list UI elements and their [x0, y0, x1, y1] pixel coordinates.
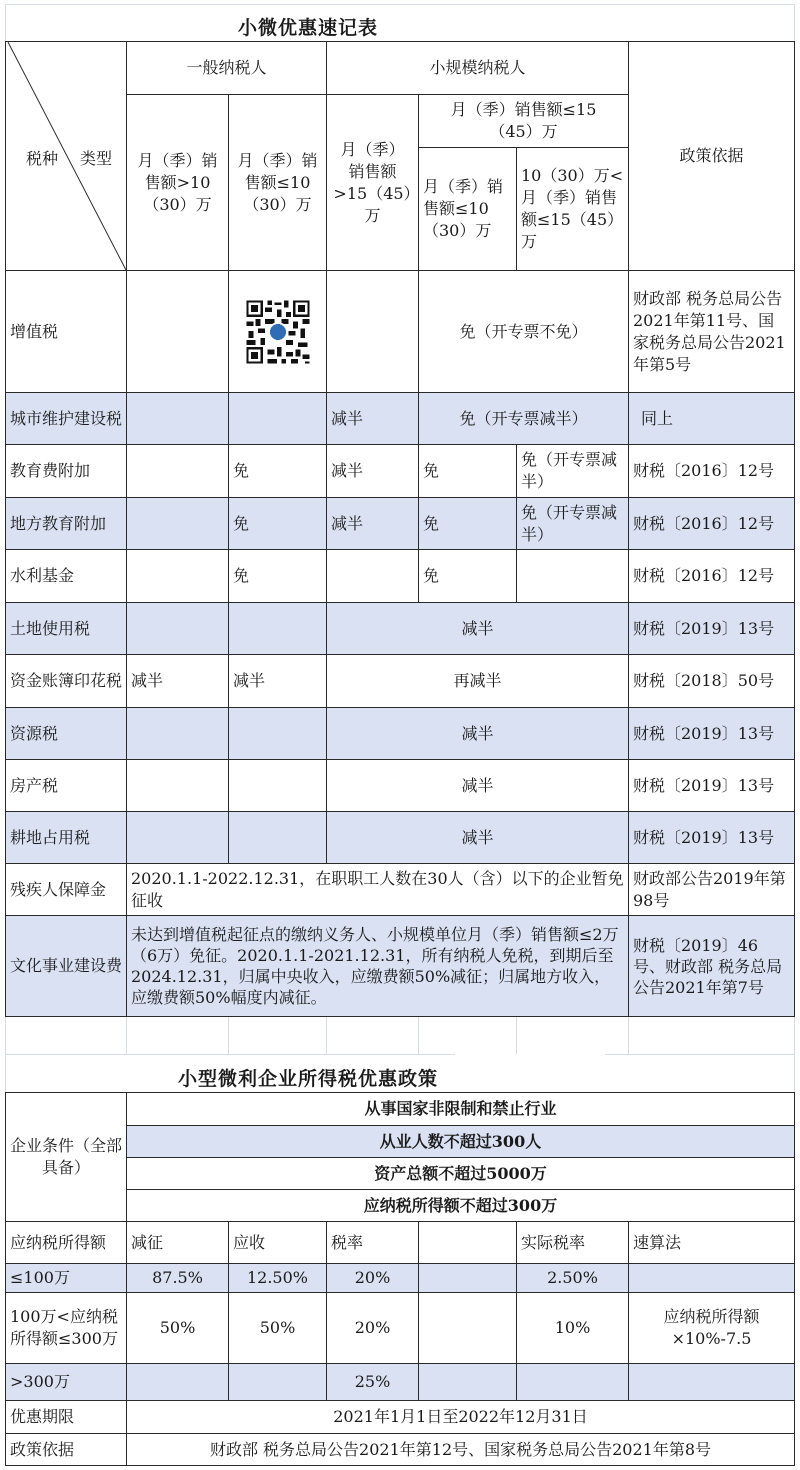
- row-stamp-basis: 财税〔2018〕50号: [628, 654, 795, 708]
- row-urban-tax: 城市维护建设税: [5, 392, 127, 445]
- col-header-blank: [418, 1221, 517, 1264]
- row-edu-small1: 减半: [326, 444, 419, 498]
- row-resource-tax: 资源税: [5, 707, 127, 760]
- rate-row-effective: [516, 1363, 629, 1401]
- gridline: [605, 1054, 795, 1055]
- col-header-reduce: 减征: [126, 1221, 229, 1264]
- row-water-small1: [326, 549, 419, 603]
- row-edu-basis: 财税〔2016〕12号: [628, 444, 795, 498]
- rate-row-reduce: [126, 1363, 229, 1401]
- row-culture-merged: 未达到增值税起征点的缴纳义务人、小规模单位月（季）销售额≤2万（6万）免征。2020.1.1-2021.12.31，所有纳税人免税，到期后至2024.12.31，归属中央收入，应缴费额50%减征；归属地方收入，应缴费额50%幅度内减征。: [126, 915, 629, 1017]
- header-gen-col1: 月（季）销售额>10（30）万: [126, 94, 229, 271]
- row-local-edu-small1: 减半: [326, 497, 419, 550]
- col-header-effective-rate: 实际税率: [516, 1221, 629, 1264]
- header-policy-basis: 政策依据: [628, 41, 795, 271]
- row-farmland-tax: 耕地占用税: [5, 811, 127, 864]
- condition-industry: 从事国家非限制和禁止行业: [126, 1092, 795, 1126]
- gridline: [418, 1017, 419, 1054]
- rate-row-income: 100万<应纳税所得额≤300万: [5, 1292, 127, 1364]
- header-general-taxpayer: 一般纳税人: [126, 41, 327, 95]
- gridline: [628, 1017, 629, 1054]
- col-header-rate: 税率: [326, 1221, 419, 1264]
- row-farmland-small-merged: 减半: [326, 811, 629, 864]
- conditions-label: 企业条件（全部具备）: [5, 1092, 127, 1222]
- row-edu-tax: 教育费附加: [5, 444, 127, 498]
- corner-label-tax: 税种: [26, 149, 59, 168]
- row-stamp-gen1: 减半: [126, 654, 229, 708]
- header-small-col2: 月（季）销售额≤10（30）万: [418, 147, 517, 271]
- rate-row-levy: 12.50%: [228, 1263, 327, 1293]
- header-gen-col2: 月（季）销售额≤10（30）万: [228, 94, 327, 271]
- row-resource-gen2: [228, 707, 327, 760]
- row-stamp-gen2: 减半: [228, 654, 327, 708]
- corner-label-type: 类型: [80, 149, 113, 168]
- row-vat-tax: 增值税: [5, 270, 127, 393]
- row-disability-merged: 2020.1.1-2022.12.31，在职职工人数在30人（含）以下的企业暂免征收: [126, 863, 629, 916]
- col-header-levy: 应收: [228, 1221, 327, 1264]
- period-value: 2021年1月1日至2022年12月31日: [126, 1400, 795, 1434]
- row-land-gen1: [126, 602, 229, 655]
- qr-code-icon[interactable]: [244, 298, 312, 366]
- row-local-edu-tax: 地方教育附加: [5, 497, 127, 550]
- rate-row-quick: 应纳税所得额×10%-7.5: [628, 1292, 795, 1364]
- col-header-income: 应纳税所得额: [5, 1221, 127, 1264]
- header-small-group: 月（季）销售额≤15（45）万: [418, 94, 629, 148]
- condition-employees: 从业人数不超过300人: [126, 1125, 795, 1158]
- rate-row-income: ≤100万: [5, 1263, 127, 1293]
- basis-label: 政策依据: [5, 1433, 127, 1466]
- header-corner-cell: [5, 41, 127, 271]
- row-edu-small3: 免（开专票减半）: [516, 444, 629, 498]
- row-culture-basis: 财税〔2019〕46号、财政部 税务总局公告2021年第7号: [628, 915, 795, 1017]
- rate-row-blank: [418, 1263, 517, 1293]
- row-property-gen1: [126, 759, 229, 812]
- row-urban-gen1: [126, 392, 229, 445]
- rate-row-blank: [418, 1363, 517, 1401]
- row-resource-small-merged: 减半: [326, 707, 629, 760]
- row-water-small2: 免: [418, 549, 517, 603]
- table2-title: 小型微利企业所得税优惠政策: [178, 1068, 439, 1090]
- row-culture-tax: 文化事业建设费: [5, 915, 127, 1017]
- row-edu-gen2: 免: [228, 444, 327, 498]
- row-local-edu-small3: 免（开专票减半）: [516, 497, 629, 550]
- row-water-basis: 财税〔2016〕12号: [628, 549, 795, 603]
- row-property-tax: 房产税: [5, 759, 127, 812]
- rate-row-income: >300万: [5, 1363, 127, 1401]
- row-edu-small2: 免: [418, 444, 517, 498]
- rate-row-levy: 50%: [228, 1292, 327, 1364]
- basis-value: 财政部 税务总局公告2021年第12号、国家税务总局公告2021年第8号: [126, 1433, 795, 1466]
- row-land-tax: 土地使用税: [5, 602, 127, 655]
- row-urban-small1: 减半: [326, 392, 419, 445]
- row-land-basis: 财税〔2019〕13号: [628, 602, 795, 655]
- rate-row-effective: 10%: [516, 1292, 629, 1364]
- condition-assets: 资产总额不超过5000万: [126, 1157, 795, 1190]
- gridline: [5, 1054, 455, 1055]
- row-vat-small1: [326, 270, 419, 393]
- row-vat-gen1: [126, 270, 229, 393]
- rate-row-blank: [418, 1292, 517, 1364]
- rate-row-rate: 20%: [326, 1292, 419, 1364]
- rate-row-rate: 20%: [326, 1263, 419, 1293]
- row-edu-gen1: [126, 444, 229, 498]
- row-vat-gen2: [228, 270, 327, 393]
- row-stamp-tax: 资金账簿印花税: [5, 654, 127, 708]
- gridline: [516, 1017, 517, 1054]
- row-urban-basis: 同上: [628, 392, 795, 445]
- row-vat-small-merged: 免（开专票不免）: [418, 270, 629, 393]
- row-property-gen2: [228, 759, 327, 812]
- period-label: 优惠期限: [5, 1400, 127, 1434]
- rate-row-effective: 2.50%: [516, 1263, 629, 1293]
- row-resource-gen1: [126, 707, 229, 760]
- rate-row-quick: [628, 1363, 795, 1401]
- row-water-tax: 水利基金: [5, 549, 127, 603]
- row-land-gen2: [228, 602, 327, 655]
- row-vat-basis: 财政部 税务总局公告2021年第11号、国家税务总局公告2021年第5号: [628, 270, 795, 393]
- row-farmland-gen1: [126, 811, 229, 864]
- row-local-edu-basis: 财税〔2016〕12号: [628, 497, 795, 550]
- row-stamp-small-merged: 再减半: [326, 654, 629, 708]
- row-resource-basis: 财税〔2019〕13号: [628, 707, 795, 760]
- row-water-small3: [516, 549, 629, 603]
- row-local-edu-gen1: [126, 497, 229, 550]
- rate-row-levy: [228, 1363, 327, 1401]
- rate-row-quick: [628, 1263, 795, 1293]
- gridline: [228, 1017, 229, 1054]
- row-farmland-gen2: [228, 811, 327, 864]
- header-small-scale-taxpayer: 小规模纳税人: [326, 41, 629, 95]
- row-urban-small-merged: 免（开专票减半）: [418, 392, 629, 445]
- row-land-small-merged: 减半: [326, 602, 629, 655]
- rate-row-rate: 25%: [326, 1363, 419, 1401]
- row-property-basis: 财税〔2019〕13号: [628, 759, 795, 812]
- gridline: [326, 1017, 327, 1054]
- row-water-gen1: [126, 549, 229, 603]
- row-property-small-merged: 减半: [326, 759, 629, 812]
- rate-row-reduce: 87.5%: [126, 1263, 229, 1293]
- row-farmland-basis: 财税〔2019〕13号: [628, 811, 795, 864]
- col-header-quick-calc: 速算法: [628, 1221, 795, 1264]
- condition-taxable-income: 应纳税所得额不超过300万: [126, 1189, 795, 1222]
- row-disability-tax: 残疾人保障金: [5, 863, 127, 916]
- gridline: [126, 1017, 127, 1054]
- header-small-col3: 10（30）万<月（季）销售额≤15（45）万: [516, 147, 629, 271]
- row-local-edu-small2: 免: [418, 497, 517, 550]
- row-local-edu-gen2: 免: [228, 497, 327, 550]
- row-water-gen2: 免: [228, 549, 327, 603]
- row-disability-basis: 财政部公告2019年第98号: [628, 863, 795, 916]
- header-small-col1: 月（季）销售额>15（45）万: [326, 94, 419, 271]
- rate-row-reduce: 50%: [126, 1292, 229, 1364]
- row-urban-gen2: [228, 392, 327, 445]
- table1-title: 小微优惠速记表: [238, 17, 379, 39]
